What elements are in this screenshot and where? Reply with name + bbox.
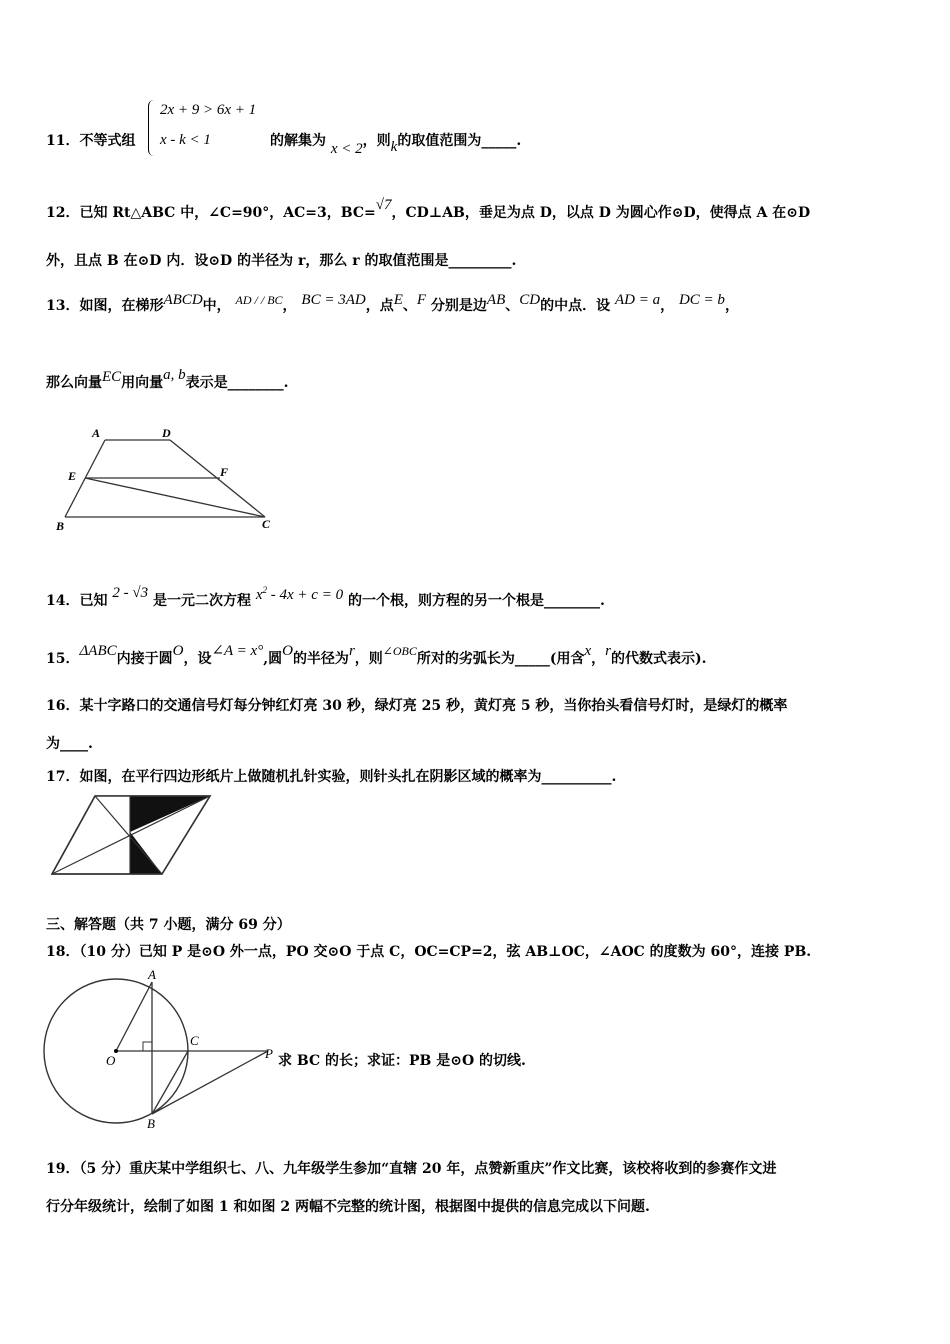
q18-line: 18．（10 分）已知 P 是⊙O 外一点，PO 交⊙O 于点 C，OC=CP=2，弦 AB⊥OC，∠AOC 的度数为 60°，连接 PB. <box>46 944 812 960</box>
q14-root: 2 - √3 <box>112 585 149 601</box>
q17-line: 17．如图，在平行四边形纸片上做随机扎针实验，则针头扎在阴影区域的概率为__________. <box>46 769 617 785</box>
q15-o2: O <box>282 643 293 659</box>
q12-line1-b: ，CD⊥AB，垂足为点 D，以点 D 为圆心作⊙D，使得点 A 在⊙D <box>391 205 811 221</box>
q12-sqrt7: √7 <box>375 197 392 213</box>
q19-line2: 行分年级统计，绘制了如图 1 和如图 2 两幅不完整的统计图，根据图中提供的信息完成以下问题. <box>46 1199 650 1215</box>
q15-line: 15．ΔABC内接于圆O，设∠A = x°,圆O的半径为r，则∠OBC所对的劣弧长为_____(用含x，r的代数式表示). <box>46 643 707 667</box>
q13-sep: 、 <box>402 298 417 314</box>
label-b: B <box>147 1116 155 1131</box>
q15-comma: ， <box>591 651 606 667</box>
q11-tail: 的取值范围为_____. <box>397 133 522 149</box>
q15-c: ,圆 <box>263 651 283 667</box>
q16-line1: 16．某十字路口的交通信号灯每分钟红灯亮 30 秒，绿灯亮 25 秒，黄灯亮 5 秒，当你抬头看信号灯时，是绿灯的概率 <box>46 698 788 714</box>
q15-triangle: ΔABC <box>79 643 117 659</box>
label-b: B <box>56 519 65 533</box>
q13-line2-b: 用向量 <box>121 375 164 391</box>
q15-o1: O <box>172 643 184 659</box>
parallelogram-figure <box>50 792 220 877</box>
circle-figure <box>40 966 280 1136</box>
q11-k: k <box>390 139 398 155</box>
q11-mid: 的解集为 <box>270 133 326 149</box>
q11-line <box>46 130 135 150</box>
q15-g: 的代数式表示). <box>610 651 707 667</box>
q11-number: 11． <box>46 133 80 149</box>
q13-line2-a: 那么向量 <box>46 375 102 391</box>
q14-c: 的一个根，则方程的另一个根是________. <box>347 593 605 609</box>
trapezoid-segment-ec <box>85 478 265 517</box>
label-e: E <box>68 469 77 483</box>
q13-vectors-ab: a, b <box>163 367 186 383</box>
q13-parallel: AD / / BC <box>235 293 283 307</box>
q14-eq-x: x <box>255 587 263 603</box>
q14-b: 是一元二次方程 <box>152 593 251 609</box>
label-c: C <box>190 1033 199 1048</box>
q12-line1 <box>46 197 811 222</box>
label-c: C <box>262 517 271 531</box>
q13-point-e: E <box>393 292 403 308</box>
label-a: A <box>92 426 101 440</box>
q13-k: ， <box>724 298 739 314</box>
label-o: O <box>106 1053 116 1068</box>
q13-line1 <box>46 292 739 315</box>
q11-solution: x < 2 <box>330 141 363 157</box>
q13-point-f: F <box>416 292 427 308</box>
q13-line2 <box>46 367 289 392</box>
q14-eq-exp: 2 <box>262 585 268 595</box>
q18-ask: 求 BC 的长；求证：PB 是⊙O 的切线. <box>278 1053 526 1069</box>
q13-vector-ec: EC <box>102 369 122 385</box>
q15-f: 所对的劣弧长为_____(用含 <box>416 651 585 667</box>
q11-system-eq1: 2x + 9 > 6x + 1 <box>160 102 257 118</box>
q15-d: 的半径为 <box>292 651 349 667</box>
q13-dc-eq-b: DC = b <box>678 292 725 308</box>
q13-d: ，点 <box>365 298 394 314</box>
q14-eq-rest: - 4x + c = 0 <box>267 587 344 603</box>
q13-bc3ad: BC = 3AD <box>301 292 366 308</box>
radius-oa <box>116 982 152 1051</box>
q14-equation <box>256 587 343 603</box>
q13-g: 分别是边 <box>430 298 487 314</box>
q13-c: ， <box>282 298 297 314</box>
right-angle-mark <box>143 1042 152 1051</box>
q16-line2: 为____. <box>46 736 93 752</box>
q15-r2: r <box>605 643 611 659</box>
q14-line <box>46 585 605 610</box>
q13-i: 的中点．设 <box>540 298 611 314</box>
q11-rest <box>270 130 522 157</box>
q14-a: 14．已知 <box>46 593 108 609</box>
q11-prefix: 不等式组 <box>79 133 136 149</box>
q11-system-brace <box>148 100 157 156</box>
section-title: 三、解答题（共 7 小题，满分 69 分） <box>46 917 291 933</box>
q13-j: ， <box>660 298 675 314</box>
q13-cd: CD <box>519 292 541 308</box>
q13-a: 13．如图，在梯形 <box>46 298 164 314</box>
q15-r: r <box>348 643 355 659</box>
q13-b: 中， <box>202 298 231 314</box>
q13-abcd: ABCD <box>163 292 203 308</box>
q11-system-eq2: x - k < 1 <box>160 132 211 148</box>
label-f: F <box>220 465 229 479</box>
q15-obc: ∠OBC <box>382 644 417 658</box>
label-a: A <box>148 967 156 982</box>
q12-line2: 外，且点 B 在⊙D 内．设⊙D 的半径为 r，那么 r 的取值范围是_________. <box>46 253 517 269</box>
q13-ab: AB <box>486 292 506 308</box>
q19-line1: 19．（5 分）重庆某中学组织七、八、九年级学生参加“直辖 20 年，点赞新重庆”作文比赛，该校将收到的参赛作文进 <box>46 1161 777 1177</box>
q15-b: ，设 <box>183 651 212 667</box>
trapezoid-figure <box>50 422 290 542</box>
q15-angle: ∠A = x° <box>211 643 264 659</box>
q13-h: 、 <box>505 298 520 314</box>
q13-line2-c: 表示是________. <box>185 375 289 391</box>
q13-ad-eq-a: AD = a <box>614 292 661 308</box>
label-d: D <box>162 426 171 440</box>
q12-line1-a: 12．已知 Rt△ABC 中，∠C=90°，AC=3，BC= <box>46 205 376 221</box>
q15-a: 内接于圆 <box>116 651 173 667</box>
label-p: P <box>265 1046 273 1061</box>
q11-then: ，则 <box>362 133 391 149</box>
q15-e: ，则 <box>354 651 383 667</box>
q15-x: x <box>584 643 592 659</box>
